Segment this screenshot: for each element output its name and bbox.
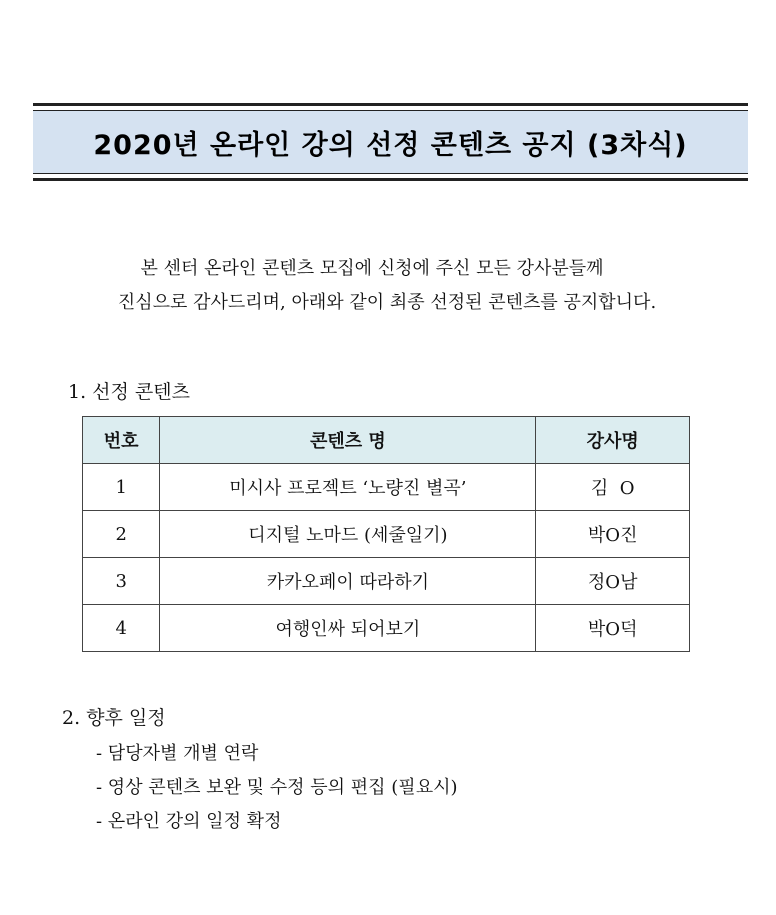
table-row xyxy=(83,558,690,605)
header-instructor: 강사명 xyxy=(536,417,690,464)
schedule-item: - 영상 콘텐츠 보완 및 수정 등의 편집 (필요시) xyxy=(96,777,458,798)
section-2-heading: 2. 향후 일정 xyxy=(62,707,166,729)
header-number: 번호 xyxy=(83,417,160,464)
title-banner-fill xyxy=(33,110,748,174)
cell-content-name: 카카오페이 따라하기 xyxy=(160,558,536,605)
cell-content-name: 디지털 노마드 (세줄일기) xyxy=(160,511,536,558)
cell-number: 3 xyxy=(83,558,160,605)
table-row xyxy=(83,605,690,652)
cell-content-name: 여행인싸 되어보기 xyxy=(160,605,536,652)
title-banner xyxy=(33,103,748,181)
intro-line-1: 본 센터 온라인 콘텐츠 모집에 신청에 주신 모든 강사분들께 xyxy=(140,258,604,279)
cell-instructor: 정O남 xyxy=(536,558,690,605)
section-1-heading: 1. 선정 콘텐츠 xyxy=(68,381,190,403)
table-row xyxy=(83,464,690,511)
table-header-row xyxy=(83,417,690,464)
header-content-name: 콘텐츠 명 xyxy=(160,417,536,464)
selected-content-table xyxy=(82,416,690,652)
table-row xyxy=(83,511,690,558)
cell-number: 4 xyxy=(83,605,160,652)
intro-line-2: 진심으로 감사드리며, 아래와 같이 최종 선정된 콘텐츠를 공지합니다. xyxy=(117,292,657,313)
cell-number: 2 xyxy=(83,511,160,558)
schedule-item: - 담당자별 개별 연락 xyxy=(96,743,259,764)
cell-instructor: 박O덕 xyxy=(536,605,690,652)
cell-instructor: 김 O xyxy=(536,464,690,511)
cell-number: 1 xyxy=(83,464,160,511)
document-title: 2020년 온라인 강의 선정 콘텐츠 공지 (3차식) xyxy=(93,129,688,161)
schedule-item: - 온라인 강의 일정 확정 xyxy=(96,811,282,832)
cell-instructor: 박O진 xyxy=(536,511,690,558)
cell-content-name: 미시사 프로젝트 ‘노량진 별곡’ xyxy=(160,464,536,511)
